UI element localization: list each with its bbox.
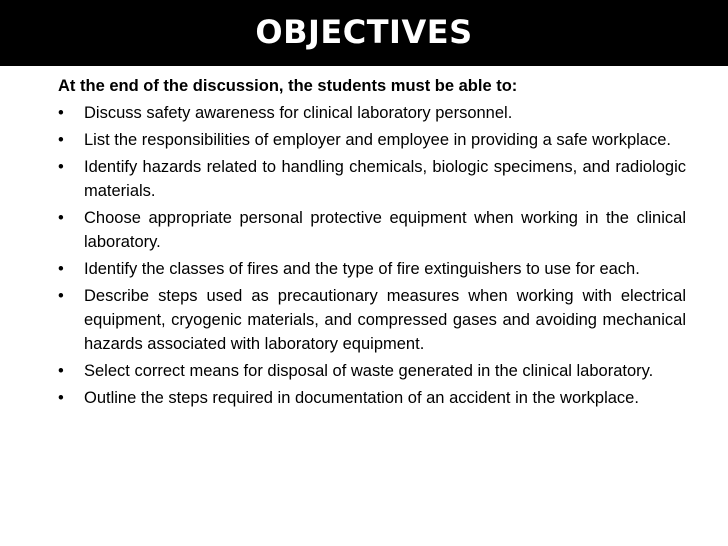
objective-item bbox=[58, 386, 686, 410]
objective-text: Outline the steps required in documentation of an accident in the workplace. bbox=[84, 389, 639, 407]
objective-text: Describe steps used as precautionary measures when working with electrical equipment, cryogenic materials, and compressed gases and avoiding mechanical hazards associated with laboratory equipment. bbox=[84, 287, 686, 353]
objectives-list bbox=[58, 101, 686, 410]
bullet-icon: • bbox=[58, 209, 64, 227]
objective-text: Identify the classes of fires and the type of fire extinguishers to use for each. bbox=[84, 260, 640, 278]
bullet-icon: • bbox=[58, 362, 64, 380]
intro-text: At the end of the discussion, the students must be able to: bbox=[58, 77, 518, 95]
objective-text: Identify hazards related to handling chemicals, biologic specimens, and radiologic materials. bbox=[84, 158, 686, 200]
objective-text: Select correct means for disposal of waste generated in the clinical laboratory. bbox=[84, 362, 654, 380]
bullet-icon: • bbox=[58, 287, 64, 305]
title-bar bbox=[0, 0, 728, 66]
slide-content bbox=[58, 74, 686, 410]
objective-item bbox=[58, 101, 686, 125]
bullet-icon: • bbox=[58, 389, 64, 407]
slide-title: OBJECTIVES bbox=[255, 13, 473, 51]
bullet-icon: • bbox=[58, 260, 64, 278]
objective-text: Discuss safety awareness for clinical laboratory personnel. bbox=[84, 104, 513, 122]
bullet-icon: • bbox=[58, 131, 64, 149]
objective-item bbox=[58, 155, 686, 203]
objective-item bbox=[58, 359, 686, 383]
objective-item bbox=[58, 128, 686, 152]
objective-item bbox=[58, 206, 686, 254]
objective-item bbox=[58, 257, 686, 281]
bullet-icon: • bbox=[58, 104, 64, 122]
objective-text: Choose appropriate personal protective equipment when working in the clinical laboratory. bbox=[84, 209, 686, 251]
bullet-icon: • bbox=[58, 158, 64, 176]
objective-item bbox=[58, 284, 686, 356]
objective-text: List the responsibilities of employer and employee in providing a safe workplace. bbox=[84, 131, 671, 149]
